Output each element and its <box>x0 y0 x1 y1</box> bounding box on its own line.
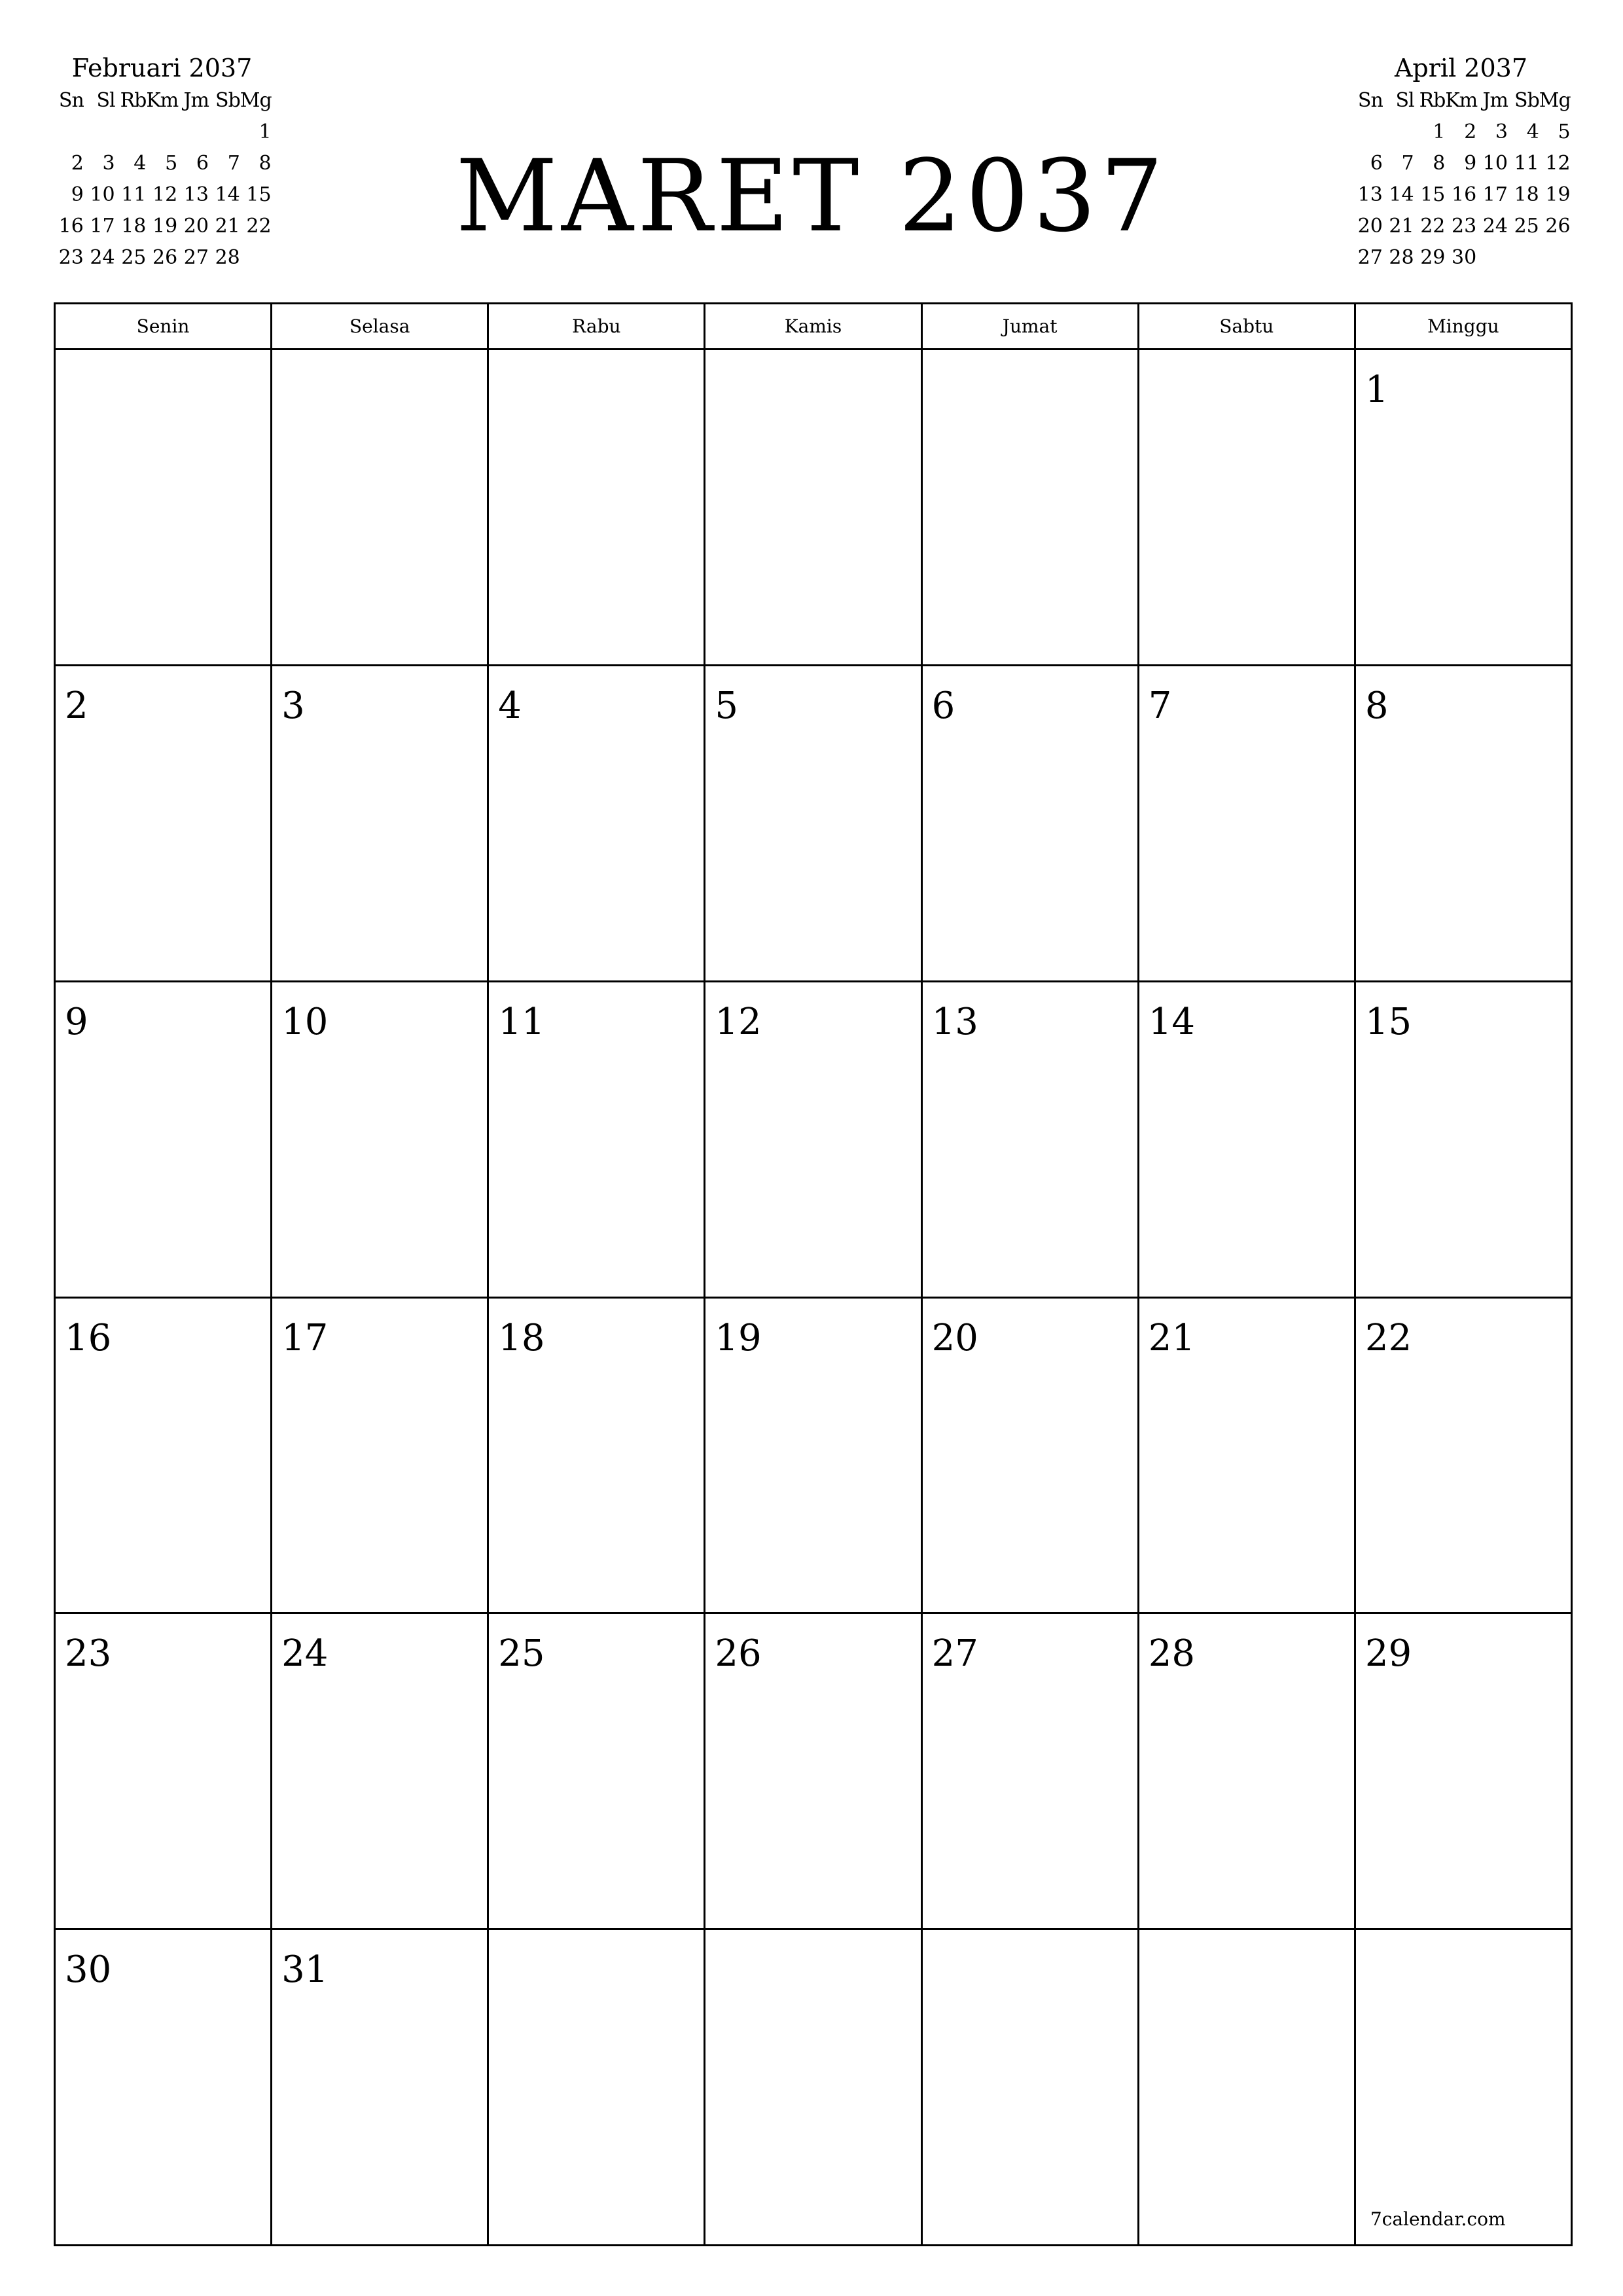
mini-day: 22 <box>246 215 272 238</box>
mini-day: 27 <box>1357 246 1383 269</box>
day-cell <box>272 1614 489 1930</box>
mini-day: 24 <box>90 246 115 269</box>
mini-day: 7 <box>227 152 240 175</box>
day-cell <box>705 1614 922 1930</box>
day-cell <box>1139 1299 1356 1615</box>
day-number: 25 <box>498 1632 545 1676</box>
mini-day <box>1351 117 1383 148</box>
day-cell <box>272 1299 489 1615</box>
mini-day: 2 <box>1464 120 1477 143</box>
mini-day <box>115 117 147 148</box>
day-number: 8 <box>1364 684 1389 727</box>
day-cell <box>1356 1614 1573 1930</box>
day-number: 29 <box>1364 1632 1412 1676</box>
mini-day <box>84 117 115 148</box>
mini-day <box>240 242 272 274</box>
day-number: 26 <box>715 1632 762 1676</box>
mini-day <box>1383 117 1414 148</box>
weekday-header: Jumat <box>923 304 1139 350</box>
day-cell <box>56 350 272 666</box>
weekday-header: Minggu <box>1356 304 1573 350</box>
mini-calendar-grid <box>1351 85 1571 274</box>
mini-weekday-header: Jm <box>183 89 209 112</box>
mini-day: 13 <box>183 183 209 206</box>
day-number: 9 <box>65 1000 88 1043</box>
mini-day: 29 <box>1420 246 1446 269</box>
mini-day: 1 <box>259 120 272 143</box>
day-number: 12 <box>715 1000 762 1043</box>
day-cell <box>923 982 1139 1299</box>
mini-day: 11 <box>1514 152 1539 175</box>
mini-day: 11 <box>121 183 147 206</box>
day-cell <box>705 350 922 666</box>
page-title: MARET 2037 <box>455 138 1168 254</box>
mini-weekday-header: Sb <box>1514 89 1539 112</box>
day-cell <box>56 666 272 982</box>
weekday-header: Kamis <box>705 304 922 350</box>
watermark-text: 7calendar.com <box>1370 2208 1506 2230</box>
day-cell <box>923 666 1139 982</box>
mini-day: 20 <box>1357 215 1383 238</box>
day-cell <box>489 982 705 1299</box>
mini-calendar-grid <box>52 85 272 274</box>
mini-day: 14 <box>215 183 240 206</box>
day-number: 14 <box>1148 1000 1195 1043</box>
day-number: 4 <box>498 684 522 727</box>
day-cell <box>489 666 705 982</box>
month-grid <box>54 302 1573 2246</box>
mini-day: 16 <box>1452 183 1477 206</box>
mini-calendar-title: Februari 2037 <box>71 54 253 82</box>
day-number: 17 <box>281 1316 329 1359</box>
mini-day: 2 <box>71 152 84 175</box>
mini-day: 5 <box>165 152 178 175</box>
day-cell <box>56 1930 272 2246</box>
mini-day: 16 <box>58 215 84 238</box>
mini-day <box>1508 242 1539 274</box>
mini-weekday-header: Km <box>1445 89 1478 112</box>
day-cell <box>272 666 489 982</box>
mini-day: 28 <box>215 246 240 269</box>
mini-day: 17 <box>90 215 115 238</box>
mini-day: 3 <box>102 152 115 175</box>
day-cell <box>56 1614 272 1930</box>
day-number: 1 <box>1364 368 1389 411</box>
mini-day: 3 <box>1495 120 1508 143</box>
day-number: 7 <box>1148 684 1172 727</box>
mini-day: 1 <box>1433 120 1446 143</box>
day-number: 5 <box>715 684 739 727</box>
day-cell <box>705 982 922 1299</box>
day-cell <box>1139 1930 1356 2246</box>
mini-day <box>1476 242 1508 274</box>
mini-day: 20 <box>183 215 209 238</box>
day-cell <box>489 1614 705 1930</box>
mini-weekday-header: Sn <box>1357 89 1383 112</box>
day-cell <box>56 982 272 1299</box>
day-cell <box>705 666 922 982</box>
mini-day: 24 <box>1482 215 1508 238</box>
mini-calendar-title: April 2037 <box>1394 54 1528 82</box>
mini-day: 21 <box>215 215 240 238</box>
mini-weekday-header: Sn <box>58 89 84 112</box>
day-number: 11 <box>498 1000 545 1043</box>
day-cell <box>705 1930 922 2246</box>
day-cell <box>272 982 489 1299</box>
mini-day: 6 <box>1370 152 1383 175</box>
weekday-header: Selasa <box>272 304 489 350</box>
day-cell <box>56 1299 272 1615</box>
mini-weekday-header: Mg <box>1539 89 1571 112</box>
mini-day <box>209 117 240 148</box>
weekday-header: Sabtu <box>1139 304 1356 350</box>
mini-day: 10 <box>1482 152 1508 175</box>
day-cell <box>1356 666 1573 982</box>
day-number: 28 <box>1148 1632 1195 1676</box>
day-number: 21 <box>1148 1316 1195 1359</box>
day-cell <box>923 350 1139 666</box>
day-cell <box>1139 982 1356 1299</box>
mini-day <box>52 117 84 148</box>
mini-day: 18 <box>1514 183 1539 206</box>
mini-weekday-header: Jm <box>1482 89 1508 112</box>
mini-weekday-header: Sl <box>96 89 115 112</box>
day-number: 15 <box>1364 1000 1412 1043</box>
mini-day: 19 <box>152 215 178 238</box>
day-cell <box>1356 350 1573 666</box>
weekday-header: Senin <box>56 304 272 350</box>
mini-day: 19 <box>1545 183 1571 206</box>
day-cell <box>272 350 489 666</box>
mini-day: 25 <box>121 246 147 269</box>
mini-day <box>177 117 209 148</box>
day-number: 22 <box>1364 1316 1412 1359</box>
mini-day: 27 <box>183 246 209 269</box>
day-cell <box>923 1614 1139 1930</box>
day-cell <box>489 350 705 666</box>
mini-day <box>1539 242 1571 274</box>
mini-day: 30 <box>1452 246 1477 269</box>
day-number: 20 <box>931 1316 978 1359</box>
mini-day: 7 <box>1401 152 1414 175</box>
day-number: 13 <box>931 1000 978 1043</box>
day-cell <box>489 1299 705 1615</box>
mini-calendar-next-month <box>1351 52 1571 274</box>
mini-day: 22 <box>1420 215 1446 238</box>
mini-day: 13 <box>1357 183 1383 206</box>
mini-weekday-header: Km <box>146 89 179 112</box>
day-number: 19 <box>715 1316 762 1359</box>
day-number: 2 <box>65 684 88 727</box>
day-number: 3 <box>281 684 305 727</box>
mini-weekday-header: Mg <box>240 89 272 112</box>
day-cell <box>1356 982 1573 1299</box>
day-number: 10 <box>281 1000 329 1043</box>
mini-day: 15 <box>1420 183 1446 206</box>
day-number: 6 <box>931 684 955 727</box>
mini-calendar-previous-month <box>52 52 272 274</box>
mini-day: 23 <box>1452 215 1477 238</box>
mini-day: 4 <box>1526 120 1539 143</box>
day-number: 31 <box>281 1948 329 1992</box>
mini-day: 8 <box>259 152 272 175</box>
day-cell <box>923 1930 1139 2246</box>
day-number: 30 <box>65 1948 112 1992</box>
day-number: 23 <box>65 1632 112 1676</box>
mini-day: 28 <box>1389 246 1414 269</box>
mini-weekday-header: Sb <box>215 89 240 112</box>
mini-day: 5 <box>1558 120 1571 143</box>
day-cell <box>1356 1930 1573 2246</box>
day-cell <box>272 1930 489 2246</box>
mini-day: 12 <box>152 183 178 206</box>
mini-weekday-header: Rb <box>120 89 147 112</box>
mini-day: 17 <box>1482 183 1508 206</box>
day-cell <box>1356 1299 1573 1615</box>
day-cell <box>1139 666 1356 982</box>
mini-day: 21 <box>1389 215 1414 238</box>
day-cell <box>923 1299 1139 1615</box>
day-cell <box>1139 350 1356 666</box>
mini-day: 14 <box>1389 183 1414 206</box>
mini-weekday-header: Sl <box>1395 89 1414 112</box>
day-number: 18 <box>498 1316 545 1359</box>
day-cell <box>489 1930 705 2246</box>
mini-day: 25 <box>1514 215 1539 238</box>
mini-day: 26 <box>152 246 178 269</box>
mini-day: 10 <box>90 183 115 206</box>
mini-day: 9 <box>71 183 84 206</box>
day-number: 16 <box>65 1316 112 1359</box>
weekday-header: Rabu <box>489 304 705 350</box>
mini-day: 4 <box>134 152 147 175</box>
mini-day: 9 <box>1464 152 1477 175</box>
mini-day: 6 <box>196 152 209 175</box>
mini-day: 15 <box>246 183 272 206</box>
mini-day: 8 <box>1433 152 1446 175</box>
mini-day: 26 <box>1545 215 1571 238</box>
mini-day: 23 <box>58 246 84 269</box>
mini-day <box>146 117 177 148</box>
mini-day: 12 <box>1545 152 1571 175</box>
day-cell <box>705 1299 922 1615</box>
day-number: 27 <box>931 1632 978 1676</box>
day-cell <box>1139 1614 1356 1930</box>
mini-day: 18 <box>121 215 147 238</box>
mini-weekday-header: Rb <box>1419 89 1446 112</box>
day-number: 24 <box>281 1632 329 1676</box>
